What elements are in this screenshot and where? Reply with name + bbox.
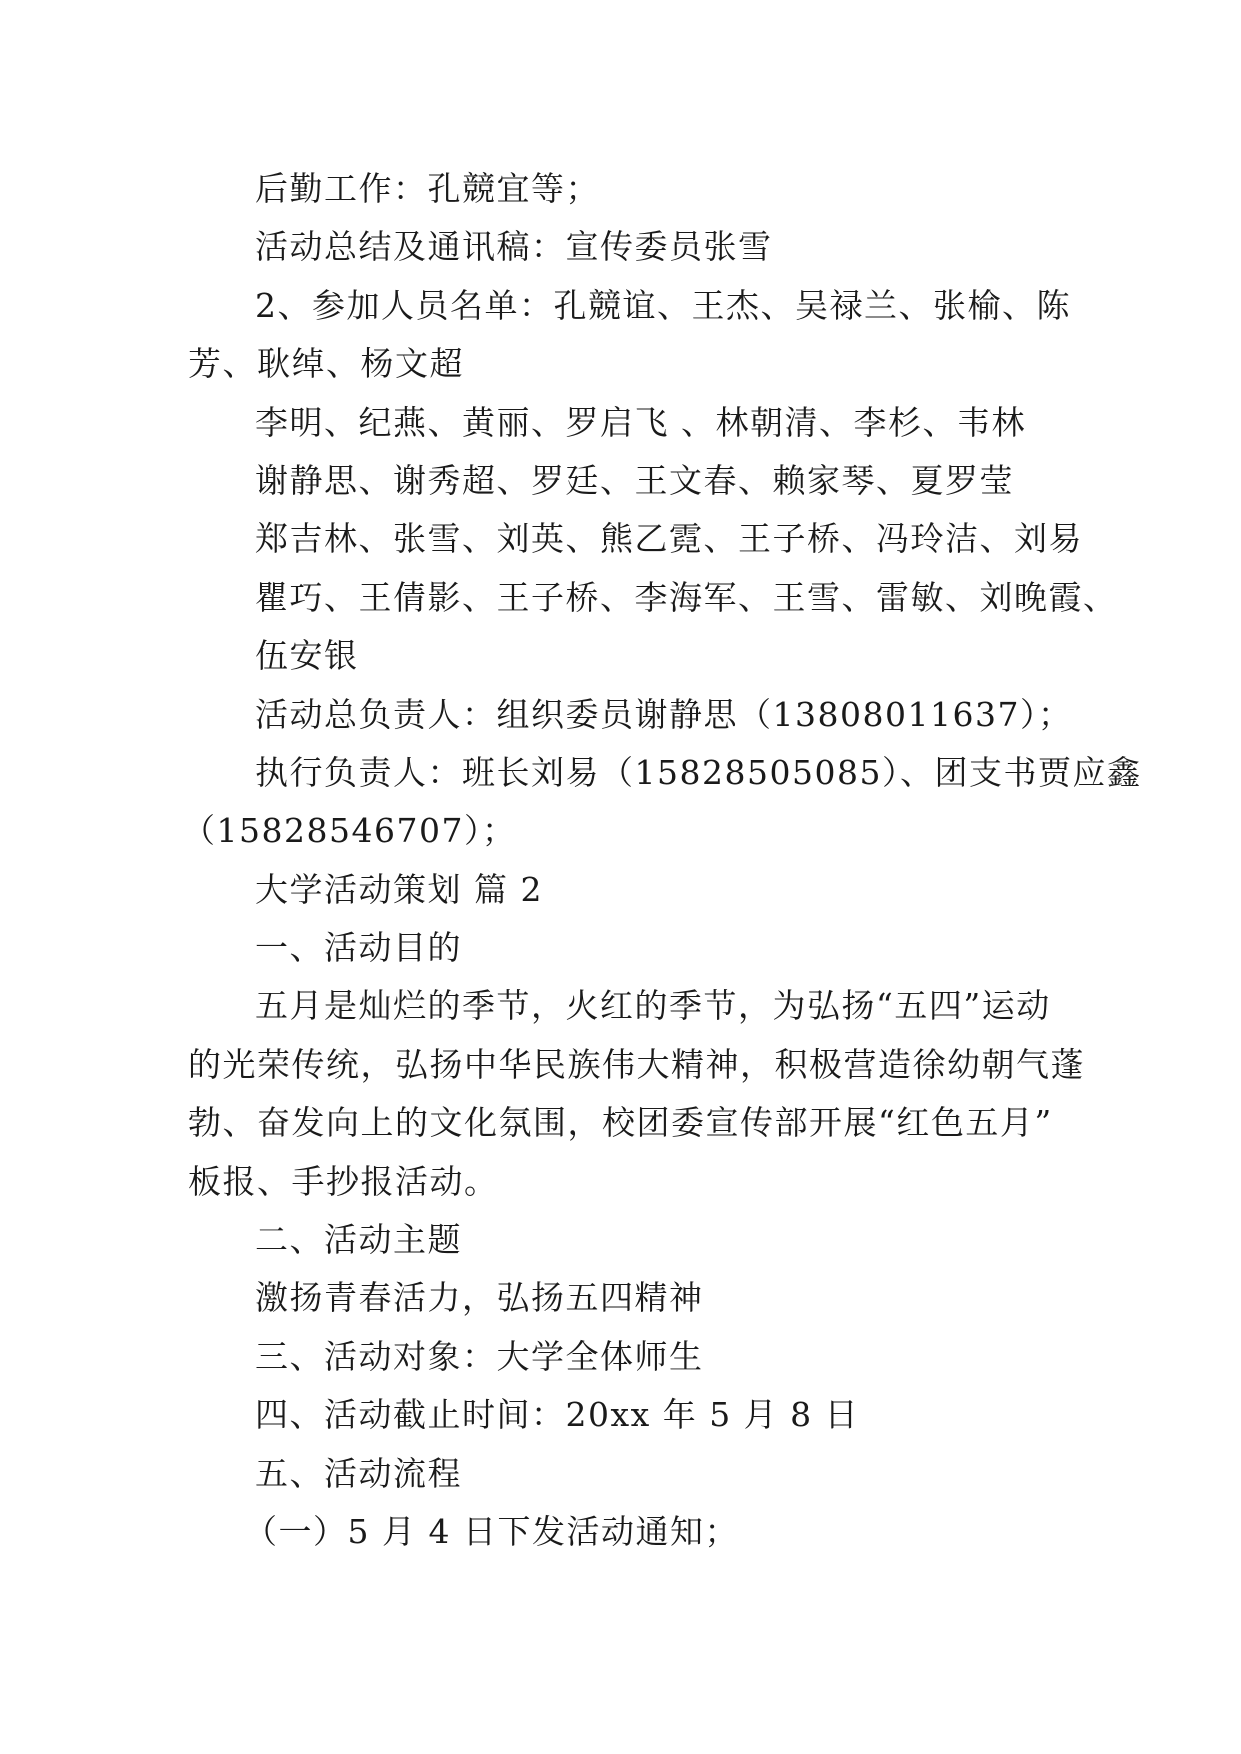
text-line-executive-leader: 执行负责人：班长刘易（15828505085）、团支书贾应鑫 [255,752,1142,792]
text-line-purpose-2: 的光荣传统，弘扬中华民族伟大精神，积极营造徐幼朝气蓬 [188,1044,1085,1084]
text-line-summary: 活动总结及通讯稿：宣传委员张雪 [255,227,773,267]
text-line-names-4: 瞿巧、王倩影、王子桥、李海军、王雪、雷敏、刘晚霞、 [255,577,1118,617]
text-line-purpose-1: 五月是灿烂的季节，火红的季节，为弘扬“五四”运动 [255,986,1051,1026]
document-body [182,160,1142,1561]
heading-activity-audience: 三、活动对象：大学全体师生 [255,1336,704,1376]
heading-activity-deadline: 四、活动截止时间：20xx 年 5 月 8 日 [255,1395,860,1435]
text-line-theme: 激扬青春活力，弘扬五四精神 [255,1278,704,1318]
text-line-logistics: 后勤工作：孔競宜等； [255,169,600,208]
heading-activity-theme: 二、活动主题 [255,1220,462,1260]
text-line-participants-start: 2、参加人员名单：孔競谊、王杰、吴禄兰、张榆、陈 [255,285,1071,325]
text-line-names-3: 郑吉林、张雪、刘英、熊乙霓、王子桥、冯玲洁、刘易 [255,519,1083,559]
text-line-purpose-4: 板报、手抄报活动。 [188,1161,499,1201]
text-line-chief-leader: 活动总负责人：组织委员谢静思（13808011637）； [255,694,1073,734]
heading-activity-process: 五、活动流程 [255,1453,462,1493]
section-heading-part-2: 大学活动策划 篇 2 [255,869,543,909]
heading-activity-purpose: 一、活动目的 [255,928,462,968]
text-line-names-5: 伍安银 [255,636,359,676]
text-line-purpose-3: 勃、奋发向上的文化氛围，校团委宣传部开展“红色五月” [188,1103,1053,1143]
text-line-participants-cont: 芳、耿绰、杨文超 [188,344,464,384]
text-line-names-2: 谢静思、谢秀超、罗廷、王文春、赖家琴、夏罗莹 [255,460,1014,500]
text-line-process-step-1: （一）5 月 4 日下发活动通知； [244,1511,739,1551]
text-line-executive-phone: （15828546707）； [182,811,517,851]
text-line-names-1: 李明、纪燕、黄丽、罗启飞 、林朝清、李杉、韦林 [255,402,1026,442]
